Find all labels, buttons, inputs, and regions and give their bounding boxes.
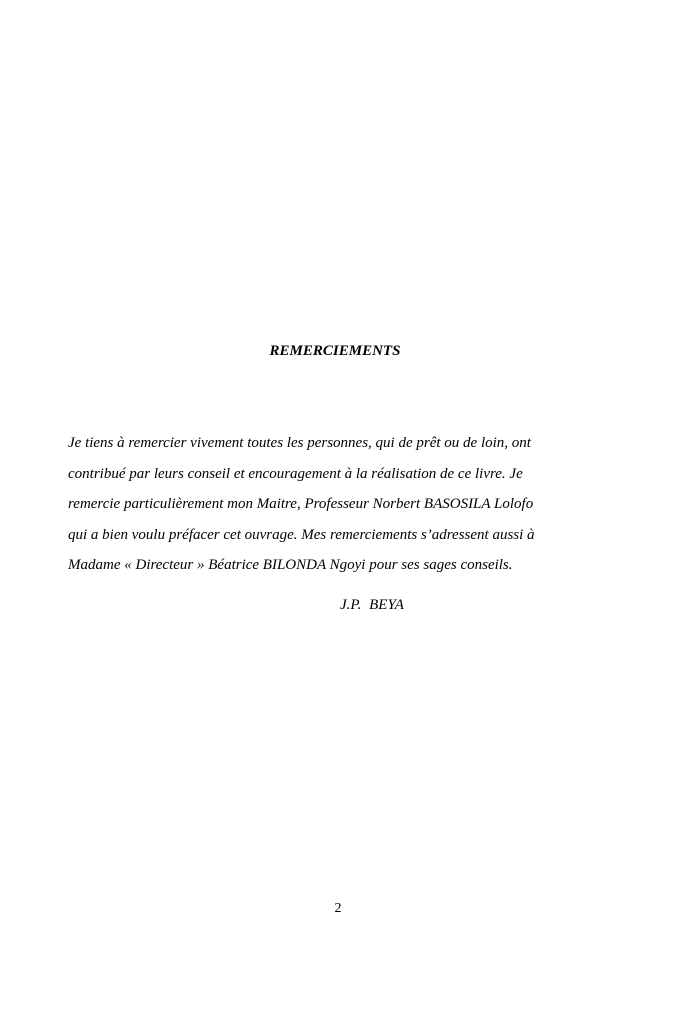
page-title: REMERCIEMENTS — [269, 343, 401, 359]
page-number: 2 — [334, 901, 342, 916]
paragraph-line: remercie particulièrement mon Maitre, Professeur Norbert BASOSILA Lolofo — [68, 496, 534, 512]
acknowledgement-paragraph — [68, 428, 628, 581]
paragraph-line: Je tiens à remercier vivement toutes les personnes, qui de prêt ou de loin, ont — [68, 435, 531, 451]
author-signature: J.P. BEYA — [340, 597, 404, 613]
paragraph-line: contribué par leurs conseil et encouragement à la réalisation de ce livre. Je — [68, 465, 523, 482]
paragraph-line: qui a bien voulu préfacer cet ouvrage. Mes remerciements s’adressent aussi à — [68, 526, 535, 543]
paragraph-line: Madame « Directeur » Béatrice BILONDA Ngoyi pour ses sages conseils. — [68, 557, 513, 573]
